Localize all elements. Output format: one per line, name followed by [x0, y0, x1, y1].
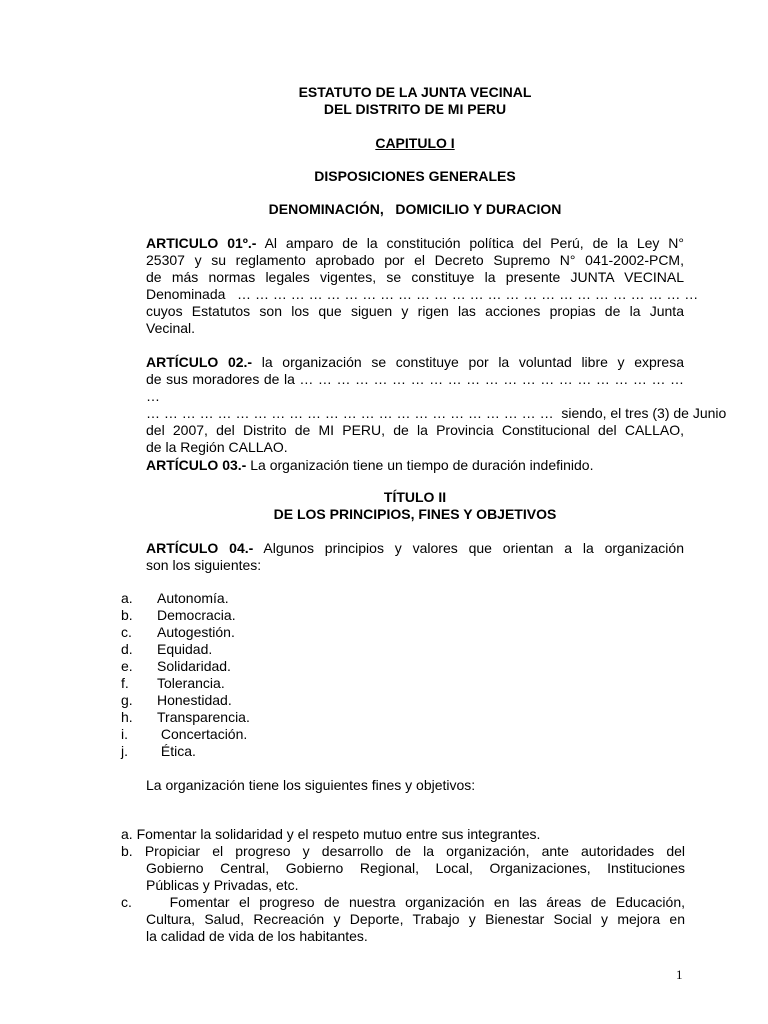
article-02-line-2: de sus moradores de la … … … … … … … … … … … … … … … … … … … … … …: [146, 371, 684, 404]
article-02-line-5: de la Región CALLAO.: [146, 439, 288, 455]
article-01-line-4: Denominada … … … … … … … … … … … … … … … … … … … … … … … … … …: [146, 286, 699, 302]
title-ii-line-2: DE LOS PRINCIPIOS, FINES Y OBJETIVOS: [273, 506, 557, 522]
article-04: [146, 540, 684, 574]
article-01-label: ARTICULO 01º.-: [146, 235, 257, 251]
fines-intro: [146, 777, 684, 794]
document-title: [146, 84, 684, 118]
objective-b-line-1: b. Propiciar el progreso y desarrollo de la organización, ante autoridades del: [121, 843, 685, 859]
list-item: d. Equidad.: [121, 641, 213, 657]
section-title: DISPOSICIONES GENERALES: [314, 168, 516, 184]
list-item: f. Tolerancia.: [121, 675, 225, 691]
article-03: [146, 457, 684, 474]
article-03-label: ARTÍCULO 03.-: [146, 457, 247, 473]
objective-b-line-3: Públicas y Privadas, etc.: [146, 877, 299, 893]
article-01-line-6: Vecinal.: [146, 320, 196, 336]
article-03-text: La organización tiene un tiempo de duración indefinido.: [246, 457, 594, 473]
title-line-2: DEL DISTRITO DE MI PERU: [323, 101, 507, 117]
article-01: [146, 235, 699, 337]
title-ii-line-1: TÍTULO II: [383, 489, 447, 505]
objective-c-line-3: la calidad de vida de los habitantes.: [146, 928, 368, 944]
article-02-line-3: … … … … … … … … … … … … … … … … … … … … … … … siendo, el tres (3) de Junio: [146, 405, 727, 421]
article-01-line-5: cuyos Estatutos son los que siguen y rigen las acciones propias de la Junta: [146, 303, 684, 319]
subsection-heading: [146, 201, 684, 218]
section-heading: [146, 168, 684, 185]
article-01-line-2: 25307 y su reglamento aprobado por el Decreto Supremo N° 041-2002-PCM,: [146, 252, 684, 268]
objective-b-line-2: Gobierno Central, Gobierno Regional, Local, Organizaciones, Instituciones: [146, 860, 685, 876]
principles-list: [121, 590, 250, 760]
article-01-line-1: Al amparo de la constitución política del Perú, de la Ley N°: [256, 235, 684, 251]
objective-a: a. Fomentar la solidaridad y el respeto mutuo entre sus integrantes.: [121, 826, 541, 842]
fines-intro-text: La organización tiene los siguientes fines y objetivos:: [146, 777, 476, 793]
article-02-label: ARTÍCULO 02.-: [146, 354, 253, 370]
list-item: h. Transparencia.: [121, 709, 250, 725]
list-item: j. Ética.: [121, 743, 196, 759]
list-item: b. Democracia.: [121, 607, 236, 623]
chapter-heading: [146, 135, 684, 152]
list-item: e. Solidaridad.: [121, 658, 231, 674]
title-ii-heading: [146, 489, 684, 523]
title-line-1: ESTATUTO DE LA JUNTA VECINAL: [298, 84, 532, 100]
list-item: g. Honestidad.: [121, 692, 232, 708]
article-04-label: ARTÍCULO 04.-: [146, 540, 254, 556]
article-04-line-2: son los siguientes:: [146, 557, 262, 573]
objective-c-line-1: c. Fomentar el progreso de nuestra organización en las áreas de Educación,: [121, 894, 685, 910]
chapter-title: CAPITULO I: [375, 135, 455, 151]
subsection-title: DENOMINACIÓN, DOMICILIO Y DURACION: [268, 201, 562, 217]
objective-c-line-2: Cultura, Salud, Recreación y Deporte, Trabajo y Bienestar Social y mejora en: [146, 911, 685, 927]
list-item: c. Autogestión.: [121, 624, 235, 640]
article-02-line-1: la organización se constituye por la voluntad libre y expresa: [252, 354, 685, 370]
article-02: [146, 354, 727, 456]
article-02-line-4: del 2007, del Distrito de MI PERU, de la Provincia Constitucional del CALLAO,: [146, 422, 684, 438]
list-item: a. Autonomía.: [121, 590, 229, 606]
list-item: i. Concertación.: [121, 726, 248, 742]
article-04-line-1: Algunos principios y valores que orientan a la organización: [253, 540, 684, 556]
objectives-list: [121, 826, 685, 945]
article-01-line-3: de más normas legales vigentes, se constituye la presente JUNTA VECINAL: [146, 269, 684, 285]
page-number: 1: [676, 967, 683, 982]
